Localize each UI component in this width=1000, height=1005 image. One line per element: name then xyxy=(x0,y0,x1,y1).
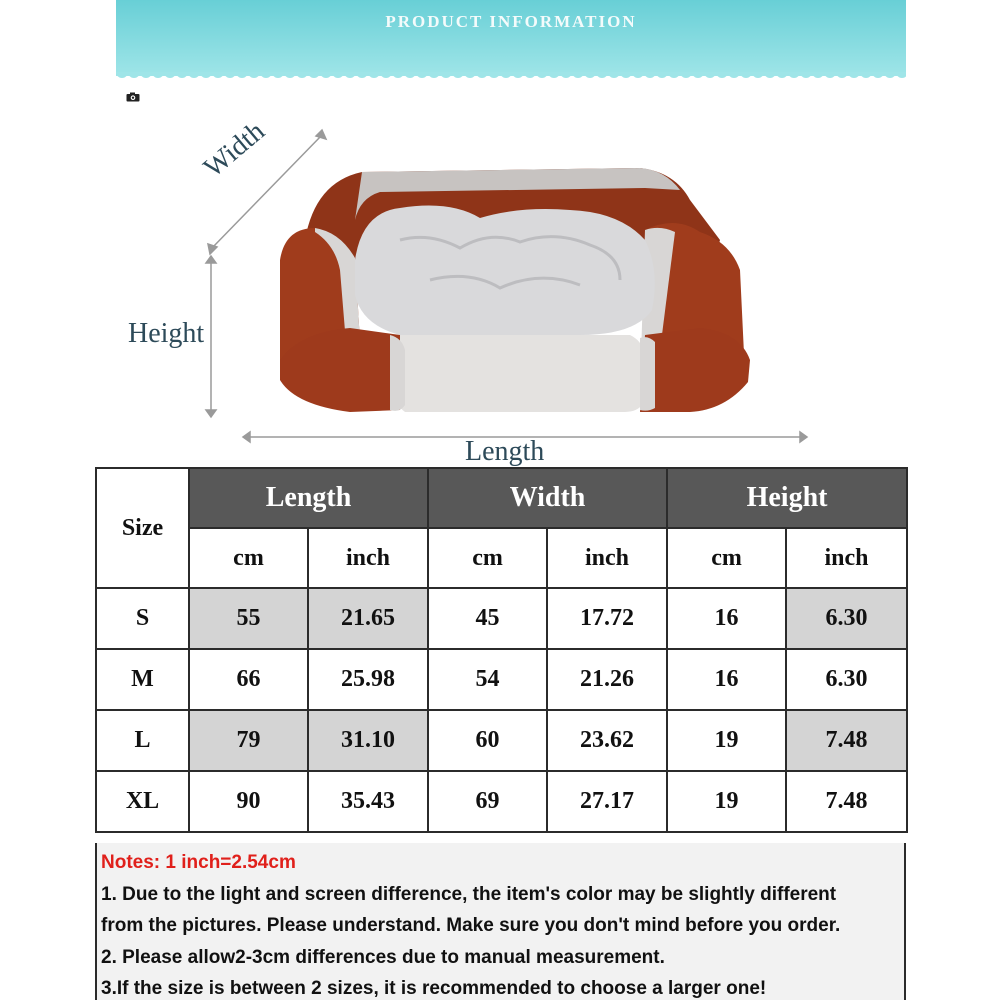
table-cell: 35.43 xyxy=(308,771,428,832)
table-cell: 6.30 xyxy=(786,649,907,710)
size-cell: XL xyxy=(96,771,189,832)
table-row xyxy=(96,649,907,710)
unit-header: cm xyxy=(667,528,786,588)
table-cell: 19 xyxy=(667,710,786,771)
unit-header: cm xyxy=(189,528,308,588)
table-cell: 31.10 xyxy=(308,710,428,771)
length-header: Length xyxy=(189,468,428,528)
note-line: 1. Due to the light and screen difference, the item's color may be slightly different xyxy=(101,883,837,905)
table-cell: 19 xyxy=(667,771,786,832)
note-line: from the pictures. Please understand. Make sure you don't mind before you order. xyxy=(101,915,841,936)
height-label: Height xyxy=(128,318,205,349)
table-cell: 25.98 xyxy=(308,649,428,710)
size-chart-table xyxy=(95,467,908,833)
table-cell: 45 xyxy=(428,588,547,649)
table-cell: 66 xyxy=(189,649,308,710)
size-header: Size xyxy=(96,468,189,588)
banner-title: PRODUCT INFORMATION xyxy=(385,12,637,31)
size-cell: L xyxy=(96,710,189,771)
unit-header: inch xyxy=(547,528,667,588)
table-cell: 54 xyxy=(428,649,547,710)
size-cell: S xyxy=(96,588,189,649)
table-cell: 69 xyxy=(428,771,547,832)
size-cell: M xyxy=(96,649,189,710)
camera-icon xyxy=(126,92,140,102)
banner-scallop-edge xyxy=(116,72,906,82)
table-cell: 21.65 xyxy=(308,588,428,649)
table-cell: 6.30 xyxy=(786,588,907,649)
length-label: Length xyxy=(465,436,545,467)
width-header: Width xyxy=(428,468,667,528)
table-cell: 16 xyxy=(667,649,786,710)
product-info-banner xyxy=(116,0,906,76)
table-cell: 60 xyxy=(428,710,547,771)
width-label: Width xyxy=(198,115,271,184)
table-cell: 17.72 xyxy=(547,588,667,649)
table-cell: 7.48 xyxy=(786,771,907,832)
table-row xyxy=(96,710,907,771)
table-cell: 90 xyxy=(189,771,308,832)
unit-header: inch xyxy=(786,528,907,588)
unit-header: inch xyxy=(308,528,428,588)
table-cell: 16 xyxy=(667,588,786,649)
notes-title: Notes: 1 inch=2.54cm xyxy=(101,852,296,873)
table-row xyxy=(96,771,907,832)
table-cell: 21.26 xyxy=(547,649,667,710)
table-cell: 23.62 xyxy=(547,710,667,771)
table-cell: 7.48 xyxy=(786,710,907,771)
height-arrow xyxy=(206,256,216,417)
note-line: 2. Please allow2-3cm differences due to manual measurement. xyxy=(101,946,665,968)
table-cell: 27.17 xyxy=(547,771,667,832)
notes-section xyxy=(95,843,906,1000)
height-header: Height xyxy=(667,468,907,528)
table-row xyxy=(96,588,907,649)
unit-header: cm xyxy=(428,528,547,588)
table-cell: 55 xyxy=(189,588,308,649)
table-cell: 79 xyxy=(189,710,308,771)
note-line: 3.If the size is between 2 sizes, it is recommended to choose a larger one! xyxy=(101,978,767,999)
